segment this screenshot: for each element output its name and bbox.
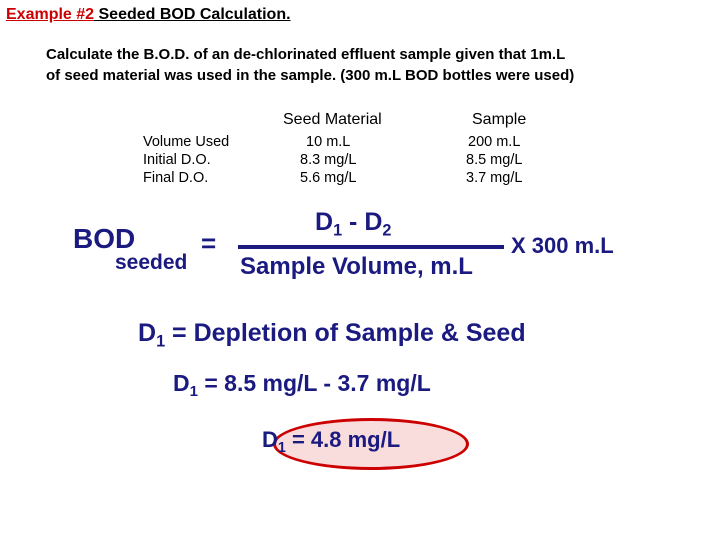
row-label-initial-do: Initial D.O. xyxy=(143,152,211,168)
sample-volume: 200 m.L xyxy=(468,134,521,150)
result-value: 4.8 mg/L xyxy=(310,427,401,452)
seed-initial-do: 8.3 mg/L xyxy=(300,152,357,168)
depletion-result xyxy=(262,427,401,456)
header-sample: Sample xyxy=(472,111,527,128)
step3-d: D xyxy=(262,427,278,452)
slide-title xyxy=(6,6,291,24)
depletion-definition xyxy=(138,319,526,351)
step3-equals: = xyxy=(285,427,311,452)
formula-denominator: Sample Volume, m.L xyxy=(240,253,473,280)
numerator-d2-subscript: 2 xyxy=(382,221,392,240)
formula-numerator xyxy=(315,208,392,240)
equals-sign: = xyxy=(201,228,217,258)
step2-text: = 8.5 mg/L - 3.7 mg/L xyxy=(197,370,431,396)
example-number: Example #2 xyxy=(6,6,95,23)
numerator-d1-subscript: 1 xyxy=(333,221,343,240)
seed-final-do: 5.6 mg/L xyxy=(300,170,357,186)
numerator-d1: D xyxy=(315,208,334,236)
seed-volume: 10 m.L xyxy=(306,134,351,150)
numerator-minus: - xyxy=(342,208,365,236)
sample-final-do: 3.7 mg/L xyxy=(466,170,523,186)
formula-multiplier: X 300 m.L xyxy=(511,233,614,258)
data-table-labels xyxy=(143,133,229,187)
seeded-subscript: seeded xyxy=(115,251,188,274)
row-label-volume: Volume Used xyxy=(143,134,230,150)
seed-values xyxy=(300,133,356,187)
step2-subscript: 1 xyxy=(189,383,198,401)
fraction-bar xyxy=(238,245,504,249)
problem-line-1: Calculate the B.O.D. of an de-chlorinated effluent sample given that 1m.L xyxy=(46,46,566,63)
step1-subscript: 1 xyxy=(156,332,166,351)
numerator-d2: D xyxy=(364,208,383,236)
bod-label: BOD xyxy=(73,223,136,254)
header-seed-material: Seed Material xyxy=(283,111,382,128)
title-text: Seeded BOD Calculation. xyxy=(94,6,291,23)
depletion-substitution xyxy=(173,370,431,401)
problem-line-2: of seed material was used in the sample. (300 m.L BOD bottles were used) xyxy=(46,67,575,84)
step3-subscript: 1 xyxy=(277,440,286,456)
sample-initial-do: 8.5 mg/L xyxy=(466,152,523,168)
step2-d: D xyxy=(173,370,190,396)
problem-statement xyxy=(46,44,574,86)
step1-text: = Depletion of Sample & Seed xyxy=(165,319,526,347)
row-label-final-do: Final D.O. xyxy=(143,170,209,186)
sample-values xyxy=(466,133,522,187)
step1-d: D xyxy=(138,319,157,347)
